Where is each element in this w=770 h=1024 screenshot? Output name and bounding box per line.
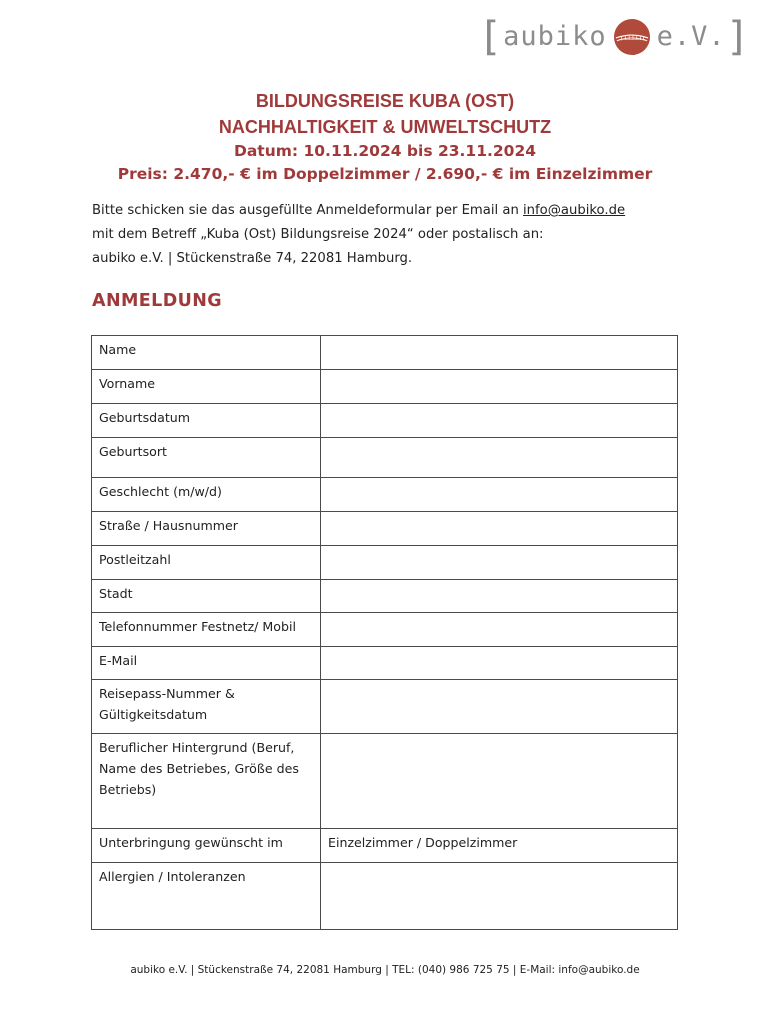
field-geburtsdatum[interactable] bbox=[321, 404, 678, 438]
date-line: Datum: 10.11.2024 bis 23.11.2024 bbox=[233, 142, 537, 160]
form-row-geburtsdatum bbox=[92, 404, 678, 438]
form-row-reisepass bbox=[92, 680, 678, 734]
title-line-1: BILDUNGSREISE KUBA (OST) bbox=[255, 91, 515, 111]
field-beruf[interactable] bbox=[321, 734, 678, 829]
label-telefon: Telefonnummer Festnetz/ Mobil bbox=[92, 613, 321, 647]
label-postleitzahl: Postleitzahl bbox=[92, 546, 321, 580]
field-postleitzahl[interactable] bbox=[321, 546, 678, 580]
logo-word-ev: e.V. bbox=[656, 21, 726, 52]
field-stadt[interactable] bbox=[321, 580, 678, 613]
form-row-vorname bbox=[92, 370, 678, 404]
form-row-geschlecht bbox=[92, 478, 678, 512]
form-row-name bbox=[92, 336, 678, 370]
price-line: Preis: 2.470,- € im Doppelzimmer / 2.690,- € im Einzelzimmer bbox=[117, 165, 653, 183]
intro-line-2: mit dem Betreff „Kuba (Ost) Bildungsreise 2024“ oder postalisch an: bbox=[92, 227, 544, 242]
registration-form-table bbox=[91, 335, 678, 930]
intro-line-3: aubiko e.V. | Stückenstraße 74, 22081 Hamburg. bbox=[92, 251, 413, 266]
label-vorname: Vorname bbox=[92, 370, 321, 404]
intro-line-1-text: Bitte schicken sie das ausgefüllte Anmeldeformular per Email an bbox=[92, 203, 523, 218]
form-row-geburtsort bbox=[92, 438, 678, 478]
field-geschlecht[interactable] bbox=[321, 478, 678, 512]
label-email: E-Mail bbox=[92, 647, 321, 680]
field-unterbringung[interactable]: Einzelzimmer / Doppelzimmer bbox=[321, 829, 678, 863]
label-stadt: Stadt bbox=[92, 580, 321, 613]
field-geburtsort[interactable] bbox=[321, 438, 678, 478]
form-row-strasse bbox=[92, 512, 678, 546]
title-line-2: NACHHALTIGKEIT & UMWELTSCHUTZ bbox=[218, 117, 552, 137]
label-strasse: Straße / Hausnummer bbox=[92, 512, 321, 546]
form-row-telefon bbox=[92, 613, 678, 647]
field-allergien[interactable] bbox=[321, 863, 678, 930]
form-row-email bbox=[92, 647, 678, 680]
label-name: Name bbox=[92, 336, 321, 370]
label-beruf: Beruflicher Hintergrund (Beruf, Name des Betriebes, Größe des Betriebs) bbox=[92, 734, 321, 829]
label-allergien: Allergien / Intoleranzen bbox=[92, 863, 321, 930]
footer-contact: aubiko e.V. | Stückenstraße 74, 22081 Hamburg | TEL: (040) 986 725 75 | E-Mail: info@aubiko.de bbox=[130, 964, 640, 976]
label-geburtsort: Geburtsort bbox=[92, 438, 321, 478]
label-unterbringung: Unterbringung gewünscht im bbox=[92, 829, 321, 863]
field-email[interactable] bbox=[321, 647, 678, 680]
field-strasse[interactable] bbox=[321, 512, 678, 546]
intro-line-1 bbox=[92, 199, 712, 223]
aubiko-logo bbox=[478, 14, 751, 60]
logo-bracket-open: [ bbox=[478, 14, 504, 60]
field-telefon[interactable] bbox=[321, 613, 678, 647]
label-geschlecht: Geschlecht (m/w/d) bbox=[92, 478, 321, 512]
form-row-postleitzahl bbox=[92, 546, 678, 580]
form-row-beruf bbox=[92, 734, 678, 829]
logo-emblem-icon bbox=[613, 18, 651, 56]
field-reisepass[interactable] bbox=[321, 680, 678, 734]
label-geburtsdatum: Geburtsdatum bbox=[92, 404, 321, 438]
form-row-unterbringung bbox=[92, 829, 678, 863]
intro-paragraph bbox=[92, 199, 712, 271]
header-block bbox=[0, 88, 770, 186]
label-reisepass: Reisepass-Nummer & Gültigkeitsdatum bbox=[92, 680, 321, 734]
logo-bracket-close: ] bbox=[725, 14, 751, 60]
logo-word-aubiko: aubiko bbox=[503, 21, 607, 52]
section-title-anmeldung: ANMELDUNG bbox=[92, 291, 223, 311]
field-vorname[interactable] bbox=[321, 370, 678, 404]
field-name[interactable] bbox=[321, 336, 678, 370]
email-link[interactable]: info@aubiko.de bbox=[523, 203, 626, 218]
form-row-stadt bbox=[92, 580, 678, 613]
form-row-allergien bbox=[92, 863, 678, 930]
